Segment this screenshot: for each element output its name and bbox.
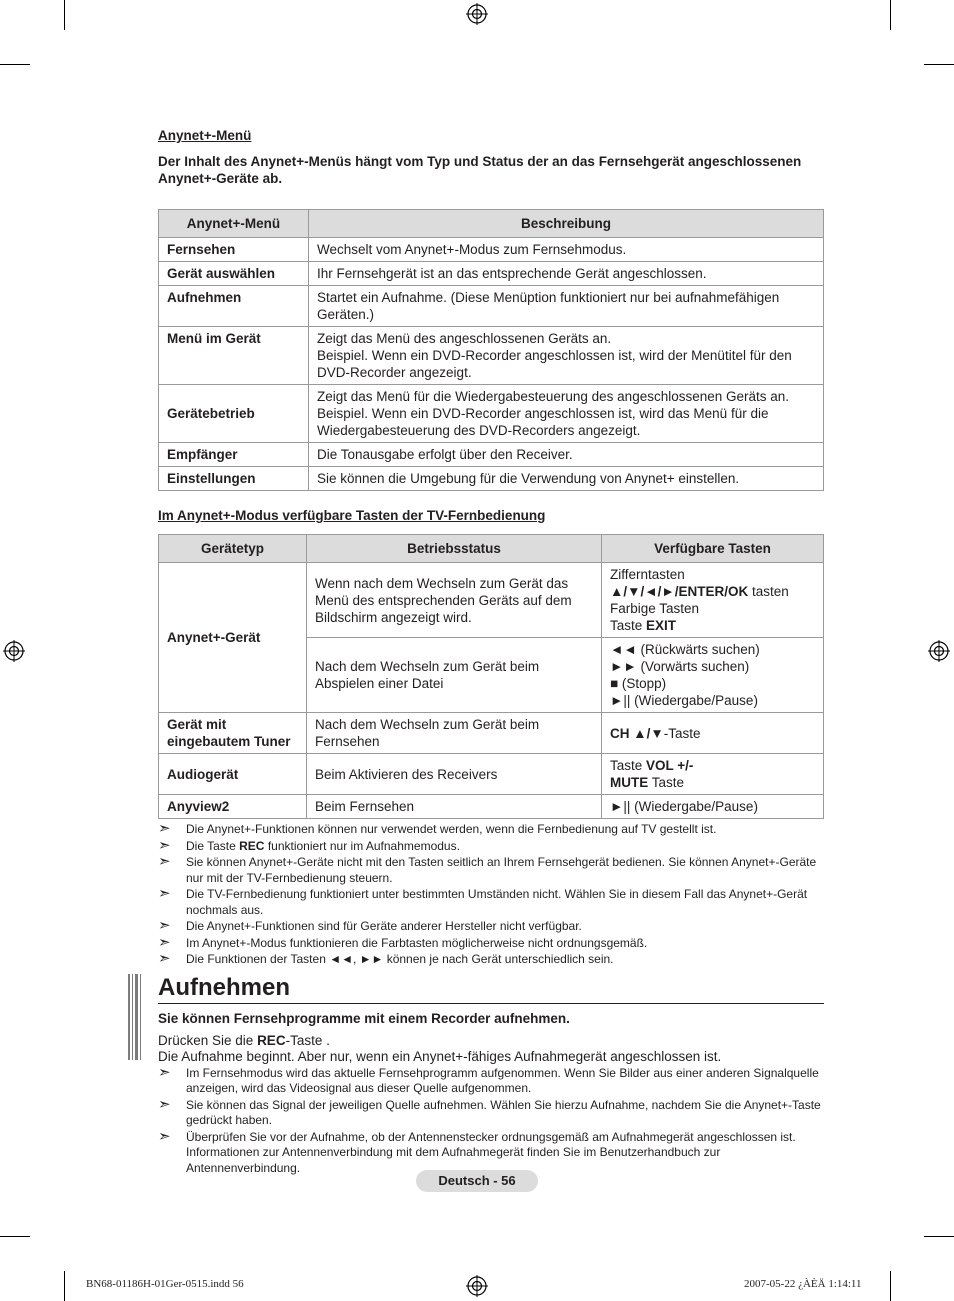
note-text: Sie können das Signal der jeweiligen Quelle aufnehmen. Wählen Sie hierzu Aufnahme, nachdem Sie die Anynet+-Taste gedrückt haben. [186,1097,821,1127]
crop-mark [890,0,891,30]
keys-line: ►► (Vorwärts suchen) [610,659,750,674]
anynet-menu-table [158,209,824,491]
keys-line: ◄◄ (Rückwärts suchen) [610,642,760,657]
table-row [159,563,824,638]
note-arrow-icon: ➣ [158,820,171,837]
note-text: Informationen zur Antennenverbindung mit dem Aufnahmegerät finden Sie im Benutzerhandbuch zur Antennenverbindung. [186,1145,721,1175]
table-row [159,467,824,491]
record-body [158,1033,824,1066]
section-title-anynet-menu: Anynet+-Menü [158,128,252,143]
section-intro: Der Inhalt des Anynet+-Menüs hängt vom Typ und Status der an das Fernsehgerät angeschlossenen Anynet+-Geräte ab. [158,154,802,186]
table-row [159,327,824,385]
page-content [158,128,824,1177]
note-text: Im Fernsehmodus wird das aktuelle Fernsehprogramm aufgenommen. Wenn Sie Bilder aus einer anderen Signalquelle anzeigen, wird das Videosignal aus dieser Quelle aufgenommen. [186,1065,819,1095]
note-text: Überprüfen Sie vor der Aufnahme, ob der Antennenstecker ordnungsgemäß am Aufnahmegerät angeschlossen ist. [186,1129,796,1144]
description-line: Startet ein Aufnahme. (Diese Menüption funktioniert nur bei aufnahmefähigen Geräten.) [317,290,780,322]
note-item [158,952,824,968]
note-item [158,933,824,952]
menu-item-name: Menü im Gerät [159,327,309,385]
note-item [158,1095,824,1129]
note-item [158,836,824,855]
crop-mark [64,0,65,30]
note-item [158,855,824,886]
menu-item-name: Gerätebetrieb [159,385,309,443]
note-arrow-icon: ➣ [158,1127,171,1145]
menu-item-description [309,286,824,327]
page-number-badge: Deutsch - 56 [416,1170,538,1192]
note-arrow-icon: ➣ [158,1063,171,1081]
keys-line: ■ (Stopp) [610,676,667,691]
section-sidebar-bars [128,974,141,1060]
registration-mark-icon [466,3,488,25]
keys-bold: ▲/▼/◄/►/ENTER/OK [610,584,749,599]
menu-item-description [309,327,824,385]
note-item [158,887,824,918]
crop-mark [924,1236,954,1237]
keys-line [610,583,815,600]
keys-line [610,774,815,791]
column-header: Gerätetyp [159,535,307,563]
table-header-row [159,535,824,563]
note-arrow-icon: ➣ [158,885,171,902]
keys-line [610,757,815,774]
column-header: Betriebsstatus [307,535,602,563]
crop-mark [890,1271,891,1301]
keys-bold: MUTE [610,775,649,790]
table-row [159,262,824,286]
menu-item-name: Gerät auswählen [159,262,309,286]
description-line: Zeigt das Menü für die Wiedergabesteuerung des angeschlossenen Geräts an. [317,389,790,404]
status-cell: Wenn nach dem Wechseln zum Gerät das Menü des entsprechenden Geräts auf dem Bildschirm angezeigt wird. [307,563,602,638]
device-type-cell: Anynet+-Gerät [159,563,307,713]
remote-keys-table [158,534,824,819]
record-subtitle: Sie können Fernsehprogramme mit einem Recorder aufnehmen. [158,1010,570,1026]
description-line: Beispiel. Wenn ein DVD-Recorder angeschlossen ist, wird das Menü für die Wiedergabesteuerung des DVD-Recorders angezeigt. [317,406,769,438]
note-bold: REC [239,838,265,853]
note-arrow-icon: ➣ [158,836,171,854]
status-cell: Beim Aktivieren des Receivers [307,754,602,795]
description-line: Sie können die Umgebung für die Verwendung von Anynet+ einstellen. [317,471,740,486]
keys-line: Farbige Tasten [610,601,700,616]
note-arrow-icon: ➣ [158,853,171,870]
column-header: Anynet+-Menü [159,210,309,238]
note-arrow-icon: ➣ [158,933,171,951]
print-slug-right: 2007-05-22 ¿ÀÈÄ 1:14:11 [744,1278,862,1290]
crop-mark [64,1271,65,1301]
registration-mark-icon [3,640,25,662]
table-row [159,795,824,819]
status-cell: Nach dem Wechseln zum Gerät beim Fernsehen [307,713,602,754]
column-header: Beschreibung [309,210,824,238]
device-type-cell: Anyview2 [159,795,307,819]
note-text: Die Anynet+-Funktionen können nur verwendet werden, wenn die Fernbedienung auf TV gestellt ist. [186,822,717,836]
keys-text: tasten [748,584,789,599]
description-line: Zeigt das Menü des angeschlossenen Geräts an. [317,331,612,346]
note-text: Die Taste [186,838,240,853]
table-row [159,754,824,795]
keys-bold: VOL +/- [646,758,694,773]
menu-item-description [309,443,824,467]
print-slug-left: BN68-01186H-01Ger-0515.indd 56 [86,1278,244,1290]
keys-bold: EXIT [646,618,677,633]
keys-cell [602,754,824,795]
note-arrow-icon: ➣ [158,950,171,967]
record-notes-list [158,1063,824,1177]
keys-cell [602,563,824,638]
record-section [158,974,824,1177]
keys-line: Zifferntasten [610,567,685,582]
keys-text: Taste [610,618,647,633]
note-text: Die Funktionen der Tasten ◄◄, ►► können je nach Gerät unterschiedlich sein. [186,952,614,966]
keys-bold: CH ▲/▼ [610,725,664,741]
description-line: Die Tonausgabe erfolgt über den Receiver. [317,447,573,462]
keys-text: -Taste [663,725,701,741]
note-text: Im Anynet+-Modus funktionieren die Farbtasten möglicherweise nicht ordnungsgemäß. [186,935,648,950]
description-line: Ihr Fernsehgerät ist an das entsprechende Gerät angeschlossen. [317,266,707,281]
note-item [158,822,824,838]
keys-cell [602,638,824,713]
keys-text: Taste [610,758,647,773]
table-body [159,238,824,491]
menu-item-name: Fernsehen [159,238,309,262]
note-text: Die TV-Fernbedienung funktioniert unter bestimmten Umständen nicht. Wählen Sie in diesem Fall das Anynet+-Gerät nochmals aus. [186,887,808,917]
body-bold: REC [257,1032,286,1048]
note-item [158,919,824,935]
description-line: Beispiel. Wenn ein DVD-Recorder angeschlossen ist, wird der Menütitel für den DVD-Recorder angezeigt. [317,348,792,380]
table-row [159,713,824,754]
menu-item-description [309,385,824,443]
menu-item-description [309,262,824,286]
crop-mark [0,1236,30,1237]
keys-line: ►|| (Wiedergabe/Pause) [610,693,758,708]
menu-item-name: Aufnehmen [159,286,309,327]
section-title-remote-keys: Im Anynet+-Modus verfügbare Tasten der TV-Fernbedienung [158,508,546,523]
note-text: Sie können Anynet+-Geräte nicht mit den Tasten seitlich an Ihrem Fernsehgerät bedienen. Sie können Anynet+-Geräte nur mit der TV-Fernbedienung steuern. [186,855,817,885]
menu-item-name: Empfänger [159,443,309,467]
table-header-row [159,210,824,238]
table-row [159,443,824,467]
body-text: Die Aufnahme beginnt. Aber nur, wenn ein Anynet+-fähiges Aufnahmegerät angeschlossen ist. [158,1049,722,1064]
menu-item-name: Einstellungen [159,467,309,491]
note-text: Die Anynet+-Funktionen sind für Geräte anderer Hersteller nicht verfügbar. [186,919,582,933]
body-text: -Taste . [285,1032,330,1048]
table-row [159,238,824,262]
table-row [159,385,824,443]
crop-mark [0,64,30,65]
keys-cell [602,713,824,754]
note-text: funktioniert nur im Aufnahmemodus. [264,838,460,853]
page-heading: Aufnehmen [158,974,824,1004]
crop-mark [924,64,954,65]
notes-list [158,822,824,968]
device-type-cell: Gerät mit eingebautem Tuner [159,713,307,754]
keys-text: Taste [648,775,685,790]
menu-item-description [309,467,824,491]
keys-line [610,617,815,634]
device-type-cell: Audiogerät [159,754,307,795]
column-header: Verfügbare Tasten [602,535,824,563]
body-text: Drücken Sie die [158,1032,258,1048]
note-arrow-icon: ➣ [158,917,171,934]
registration-mark-icon [928,640,950,662]
menu-item-description [309,238,824,262]
registration-mark-icon [466,1275,488,1297]
keys-cell: ►|| (Wiedergabe/Pause) [602,795,824,819]
table-row [159,286,824,327]
note-arrow-icon: ➣ [158,1095,171,1113]
note-item [158,1063,824,1097]
status-cell: Beim Fernsehen [307,795,602,819]
description-line: Wechselt vom Anynet+-Modus zum Fernsehmodus. [317,242,627,257]
status-cell: Nach dem Wechseln zum Gerät beim Abspielen einer Datei [307,638,602,713]
